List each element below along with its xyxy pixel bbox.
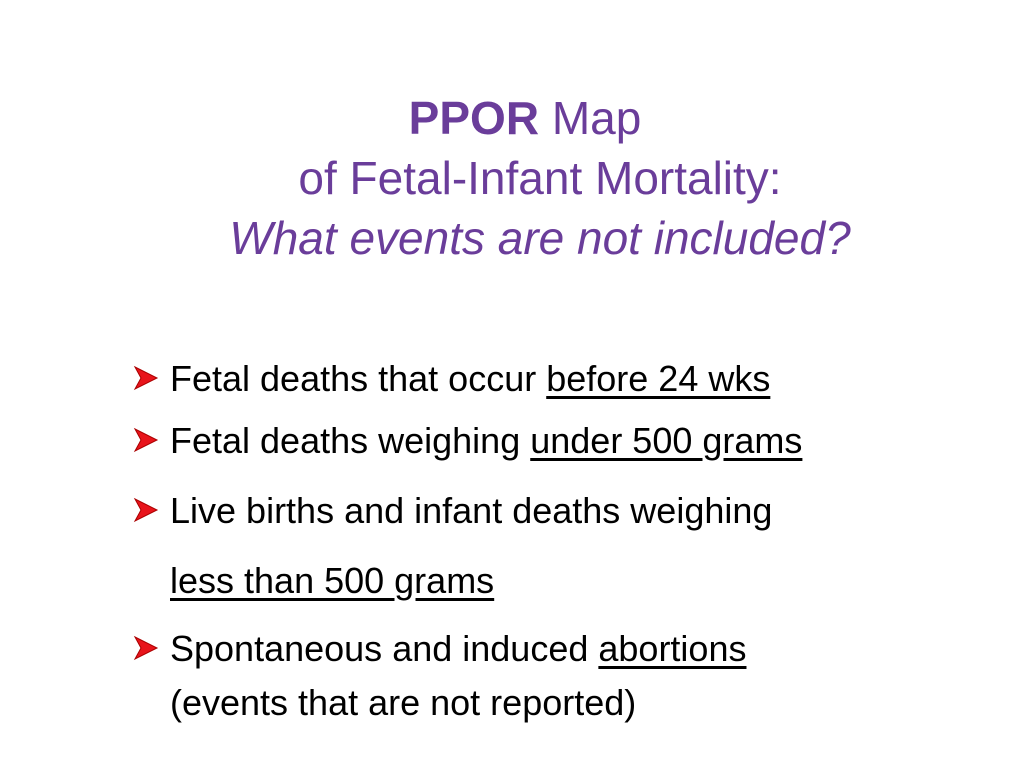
arrow-bullet-icon <box>132 364 160 392</box>
arrow-bullet-icon <box>132 634 160 662</box>
title-line-1 <box>0 88 1024 148</box>
arrow-bullet-icon <box>132 426 160 454</box>
arrow-bullet-icon <box>132 496 160 524</box>
slide-title <box>0 88 1024 268</box>
bullet-text: Fetal deaths that occur <box>170 358 547 399</box>
bullet-item-1 <box>132 352 1012 406</box>
title-subtitle: What events are not included? <box>229 212 851 264</box>
bullet-underlined-text: abortions <box>598 628 747 669</box>
bullet-item-2 <box>132 414 1012 468</box>
bullet-text: Spontaneous and induced <box>170 628 599 669</box>
bullet-continuation <box>170 554 1012 608</box>
bullet-text: Live births and infant deaths weighing <box>170 490 773 531</box>
bullet-underlined-text: less than 500 grams <box>170 560 495 601</box>
bullet-item-3 <box>132 484 1012 608</box>
bullet-continuation: (events that are not reported) <box>170 682 637 723</box>
bullet-item-4 <box>132 622 1012 730</box>
title-acronym: PPOR <box>408 92 540 144</box>
title-line-2: of Fetal-Infant Mortality: <box>298 152 782 204</box>
bullet-list <box>132 352 1012 730</box>
bullet-text: Fetal deaths weighing <box>170 420 531 461</box>
title-line-1-rest: Map <box>539 92 642 144</box>
bullet-underlined-text: before 24 wks <box>546 358 771 399</box>
bullet-underlined-text: under 500 grams <box>530 420 803 461</box>
